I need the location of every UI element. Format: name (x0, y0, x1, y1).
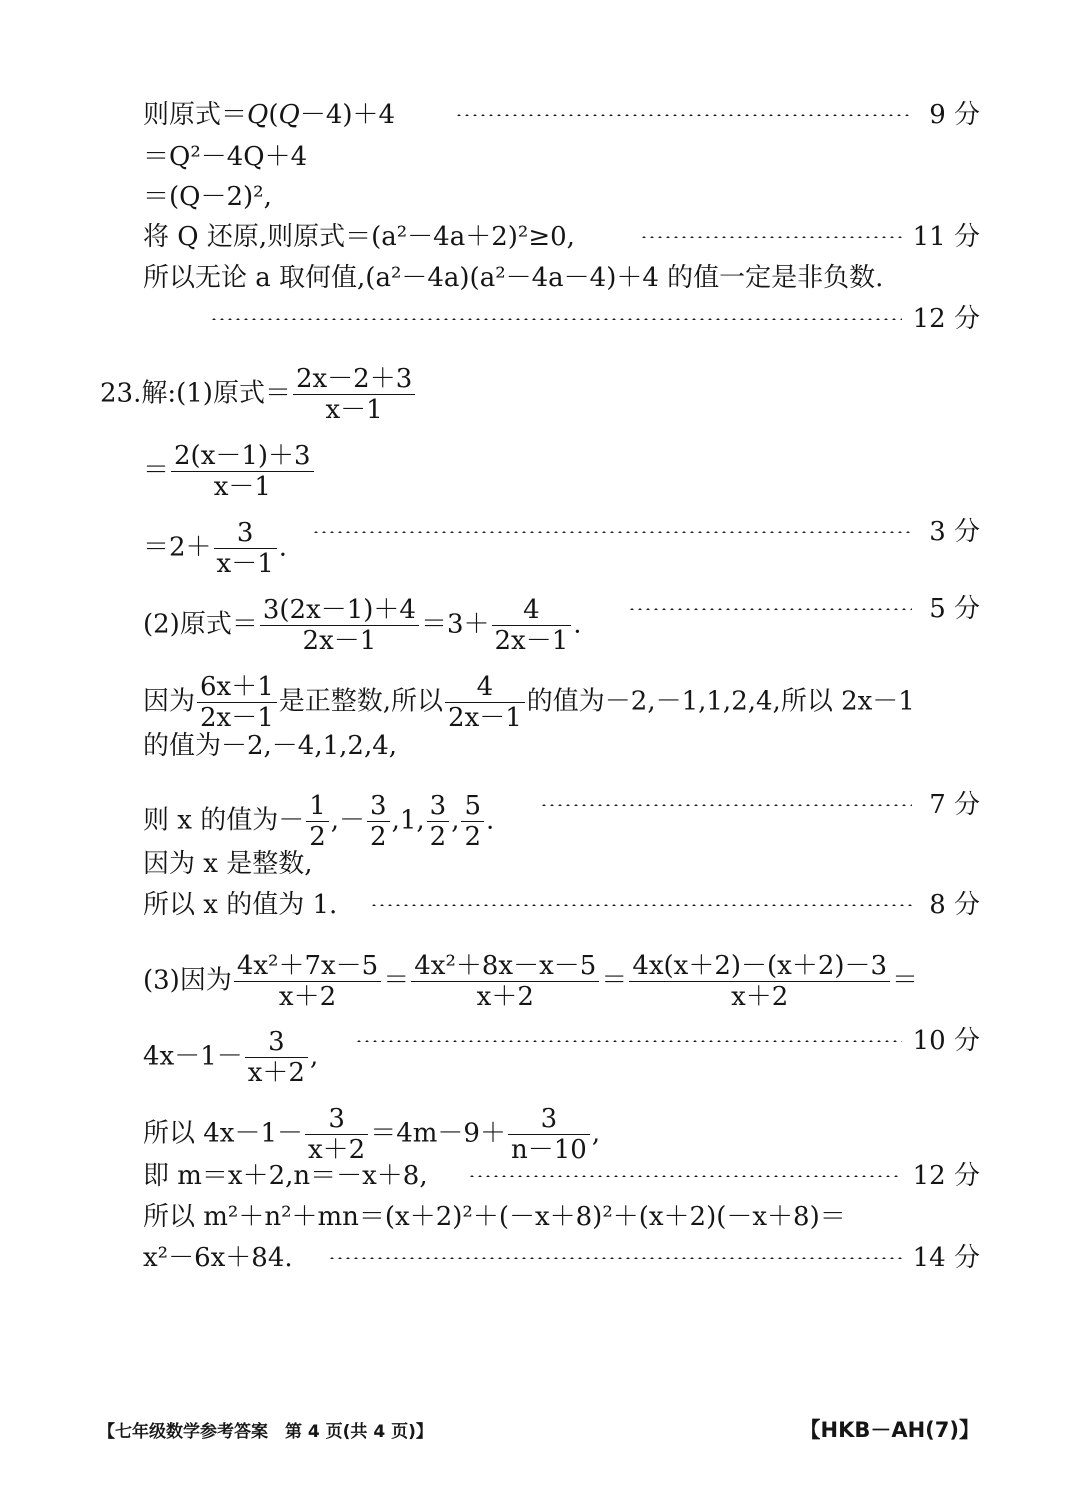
dot-leader (455, 114, 910, 116)
fraction (306, 791, 329, 852)
numerator: 4x²＋7x－5 (234, 951, 381, 982)
denominator: x－1 (325, 395, 383, 425)
denominator: x＋2 (247, 1058, 305, 1088)
denominator: 2 (464, 822, 481, 852)
q23-part2-line5: 因为 x 是整数, (143, 849, 313, 879)
line-restore-q: 将 Q 还原,则原式＝(a²－4a＋2)²≥0, (143, 222, 575, 252)
denominator: x－1 (216, 549, 274, 579)
q23-part1-line1 (100, 364, 417, 425)
denominator: 2x－1 (494, 626, 569, 656)
score-12: 12 分 (912, 304, 980, 334)
line-original-expression (143, 101, 395, 129)
q23-part3-line4: 即 m＝x＋2,n＝－x＋8, (143, 1161, 428, 1191)
q23-part2-line4 (143, 791, 494, 852)
text-segment: －4)＋4 (299, 100, 396, 130)
q23-part2-line1 (143, 595, 582, 656)
dot-leader (312, 531, 912, 533)
numerator: 3 (508, 1104, 590, 1135)
score-8: 8 分 (929, 890, 980, 920)
text-segment: , (591, 1118, 601, 1149)
equals: ＝ (383, 965, 410, 996)
fraction (197, 672, 277, 733)
score-10: 10 分 (912, 1026, 980, 1056)
denominator: 2x－1 (302, 626, 377, 656)
denominator: 2x－1 (448, 703, 522, 733)
q23-label: 23.解:(1)原式＝ (100, 378, 291, 409)
numerator: 1 (306, 791, 329, 822)
q23-part1-line2 (143, 441, 316, 502)
var-q: Q (247, 100, 269, 130)
denominator: x＋2 (476, 982, 534, 1012)
numerator: 3 (214, 518, 277, 549)
score-9: 9 分 (929, 100, 980, 130)
denominator: 2 (309, 822, 326, 852)
text-segment: ＝4m－9＋ (370, 1118, 506, 1149)
denominator: 2x－1 (200, 703, 274, 733)
line-square: ＝(Q－2)², (143, 182, 272, 212)
fraction (508, 1104, 590, 1165)
fraction (629, 951, 890, 1012)
part2-label: (2)原式＝ (143, 609, 258, 640)
denominator: 2 (370, 822, 387, 852)
equals: ＝ (892, 965, 919, 996)
text-segment: ,－ (330, 805, 366, 836)
q23-part1-line3 (143, 518, 287, 579)
dot-leader (468, 1175, 902, 1177)
fraction (293, 364, 415, 425)
equals: ＝ (143, 455, 170, 486)
numerator: 6x＋1 (197, 672, 277, 703)
text-segment: . (573, 609, 582, 640)
numerator: 3 (245, 1027, 308, 1058)
score-3: 3 分 (929, 517, 980, 547)
equals: ＝ (601, 965, 628, 996)
score-7: 7 分 (929, 790, 980, 820)
denominator: 2 (429, 822, 447, 852)
numerator: 5 (461, 791, 484, 822)
denominator: x－1 (213, 472, 271, 502)
score-11: 11 分 (912, 222, 980, 252)
denominator: x＋2 (278, 982, 337, 1012)
text-segment: ＝2＋ (143, 532, 212, 563)
q23-part3-line6: x²－6x＋84. (143, 1243, 293, 1273)
fraction (427, 791, 450, 852)
numerator: 2x－2＋3 (293, 364, 415, 395)
q23-part3-line2 (143, 1027, 318, 1088)
text-segment: , (309, 1041, 319, 1072)
text-segment: ( (268, 100, 279, 130)
fraction (234, 951, 381, 1012)
fraction (445, 672, 525, 733)
footer-code: 【HKB－AH(7)】 (799, 1418, 980, 1442)
text-segment: 4x－1－ (143, 1041, 243, 1072)
text-segment: 因为 (143, 686, 196, 717)
fraction (411, 951, 599, 1012)
dot-leader (210, 318, 902, 320)
fraction (305, 1104, 368, 1165)
text-segment: . (486, 805, 495, 836)
text-segment: ,1, (391, 805, 425, 836)
numerator: 3 (427, 791, 450, 822)
dot-leader (628, 608, 912, 610)
denominator: x＋2 (731, 982, 789, 1012)
numerator: 4 (492, 595, 572, 626)
q23-part3-line3 (143, 1104, 600, 1165)
numerator: 3 (305, 1104, 368, 1135)
fraction (214, 518, 277, 579)
numerator: 3 (367, 791, 390, 822)
line-conclusion: 所以无论 a 取何值,(a²－4a)(a²－4a－4)＋4 的值一定是非负数. (143, 263, 884, 293)
text-segment: 则 x 的值为－ (143, 805, 305, 836)
text-segment: 所以 4x－1－ (143, 1118, 304, 1149)
fraction (492, 595, 572, 656)
q23-part3-line1 (143, 951, 918, 1012)
numerator: 4x²＋8x－x－5 (411, 951, 599, 982)
denominator: n－10 (510, 1135, 587, 1165)
dot-leader (640, 236, 902, 238)
text-segment: ＝3＋ (420, 609, 490, 640)
line-expanded: ＝Q²－4Q＋4 (143, 142, 308, 172)
numerator: 4 (445, 672, 525, 703)
part3-label: (3)因为 (143, 965, 232, 996)
fraction (171, 441, 314, 502)
footer-page-info: 【七年级数学参考答案 第 4 页(共 4 页)】 (98, 1422, 433, 1442)
q23-part3-line5: 所以 m²＋n²＋mn＝(x＋2)²＋(－x＋8)²＋(x＋2)(－x＋8)＝ (143, 1202, 846, 1232)
fraction (245, 1027, 308, 1088)
dot-leader (355, 1040, 902, 1042)
q23-part2-line2 (143, 672, 915, 733)
text-segment: 的值为－2,－1,1,2,4,所以 2x－1 (526, 686, 915, 717)
dot-leader (540, 804, 912, 806)
score-14: 14 分 (912, 1243, 980, 1273)
numerator: 4x(x＋2)－(x＋2)－3 (629, 951, 890, 982)
score-12b: 12 分 (912, 1161, 980, 1191)
dot-leader (328, 1257, 902, 1259)
q23-part2-line3: 的值为－2,－4,1,2,4, (143, 731, 398, 761)
fraction (461, 791, 484, 852)
q23-part2-line6: 所以 x 的值为 1. (143, 890, 338, 920)
score-5: 5 分 (929, 594, 980, 624)
numerator: 2(x－1)＋3 (171, 441, 314, 472)
var-q: Q (278, 100, 300, 130)
text-segment: , (451, 805, 460, 836)
text-segment: 则原式＝ (143, 100, 248, 130)
text-segment: . (278, 532, 288, 563)
numerator: 3(2x－1)＋4 (260, 595, 419, 626)
denominator: x＋2 (308, 1135, 366, 1165)
dot-leader (370, 904, 912, 906)
fraction (260, 595, 419, 656)
text-segment: 是正整数,所以 (278, 686, 444, 717)
fraction (367, 791, 390, 852)
